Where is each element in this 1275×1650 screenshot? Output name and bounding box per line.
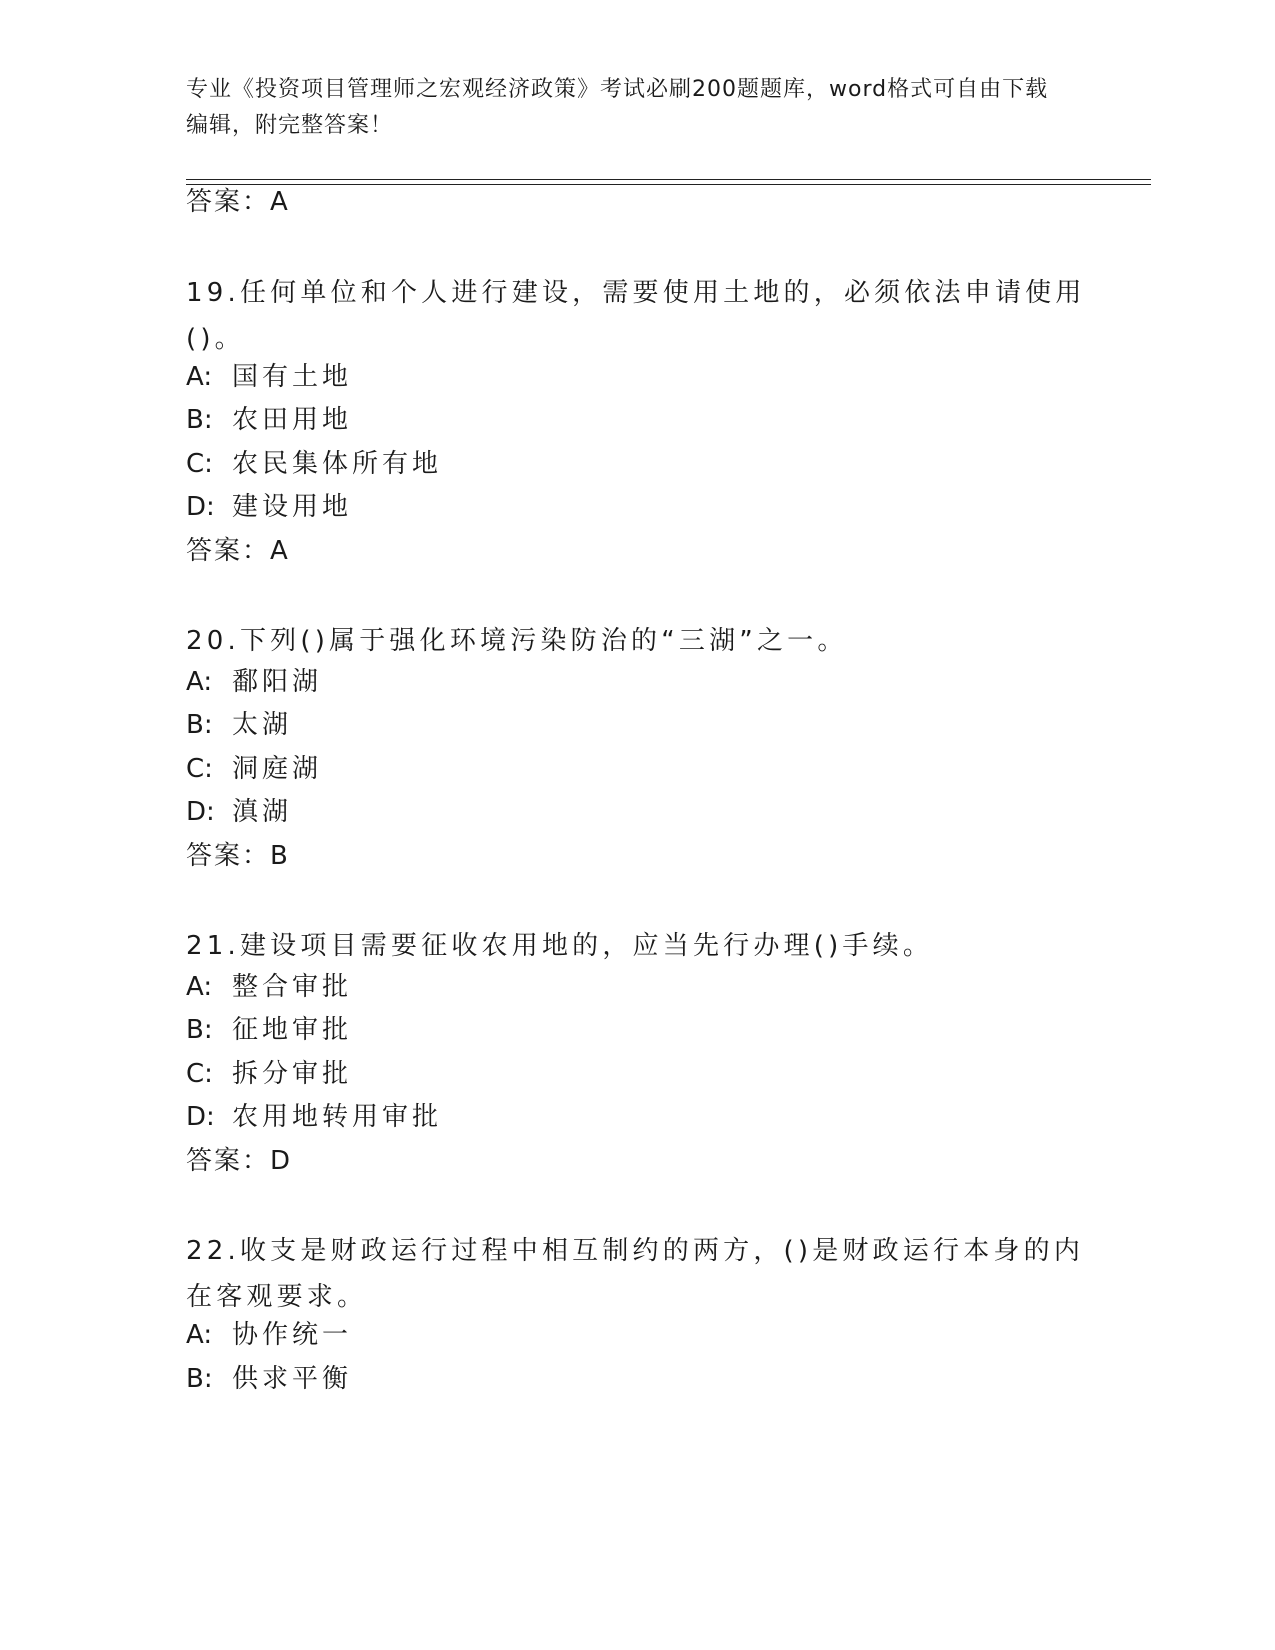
question-20-answer: 答案：B bbox=[186, 841, 290, 871]
option-letter: D: bbox=[186, 797, 215, 827]
option-letter: D: bbox=[186, 492, 215, 522]
question-21-option-b bbox=[186, 1013, 352, 1047]
question-21-option-d bbox=[186, 1100, 442, 1134]
question-21-answer: 答案：D bbox=[186, 1146, 293, 1176]
header-rule-bottom bbox=[186, 184, 1151, 185]
option-text: 拆分审批 bbox=[232, 1059, 353, 1089]
option-text: 农田用地 bbox=[232, 405, 353, 435]
option-text: 农用地转用审批 bbox=[232, 1102, 443, 1132]
option-text: 建设用地 bbox=[232, 492, 353, 522]
answer-prev: 答案：A bbox=[186, 187, 290, 217]
option-text: 供求平衡 bbox=[232, 1364, 353, 1394]
question-19-option-c bbox=[186, 447, 442, 481]
option-text: 洞庭湖 bbox=[232, 754, 323, 784]
option-text: 协作统一 bbox=[232, 1320, 353, 1350]
question-21-option-a bbox=[186, 970, 352, 1004]
option-letter: B: bbox=[186, 1015, 213, 1045]
question-19-stem: 19.任何单位和个人进行建设，需要使用土地的，必须依法申请使用()。 bbox=[186, 278, 1086, 354]
question-22-option-b bbox=[186, 1362, 352, 1396]
option-text: 整合审批 bbox=[232, 972, 353, 1002]
option-letter: B: bbox=[186, 710, 213, 740]
option-letter: B: bbox=[186, 1364, 213, 1394]
question-22-stem: 22.收支是财政运行过程中相互制约的两方，()是财政运行本身的内在客观要求。 bbox=[186, 1236, 1085, 1312]
option-text: 鄱阳湖 bbox=[232, 667, 323, 697]
option-letter: B: bbox=[186, 405, 213, 435]
question-22-option-a bbox=[186, 1318, 352, 1352]
question-20-option-d bbox=[186, 795, 292, 829]
question-19-option-b bbox=[186, 403, 352, 437]
document-header: 专业《投资项目管理师之宏观经济政策》考试必刷200题题库，word格式可自由下载编辑，附完整答案！ bbox=[186, 77, 1049, 138]
question-20-stem: 20.下列()属于强化环境污染防治的“三湖”之一。 bbox=[186, 626, 848, 656]
option-text: 太湖 bbox=[232, 710, 293, 740]
option-letter: A: bbox=[186, 362, 213, 392]
question-20-option-c bbox=[186, 752, 322, 786]
header-rule-top bbox=[186, 179, 1151, 180]
question-19-answer: 答案：A bbox=[186, 536, 290, 566]
option-letter: C: bbox=[186, 754, 213, 784]
option-letter: A: bbox=[186, 1320, 213, 1350]
option-text: 农民集体所有地 bbox=[232, 449, 443, 479]
question-21-stem: 21.建设项目需要征收农用地的，应当先行办理()手续。 bbox=[186, 931, 934, 961]
option-letter: C: bbox=[186, 1059, 213, 1089]
option-letter: C: bbox=[186, 449, 213, 479]
option-text: 滇湖 bbox=[232, 797, 293, 827]
option-letter: A: bbox=[186, 972, 213, 1002]
option-letter: A: bbox=[186, 667, 213, 697]
option-text: 征地审批 bbox=[232, 1015, 353, 1045]
option-letter: D: bbox=[186, 1102, 215, 1132]
question-19-option-a bbox=[186, 360, 352, 394]
question-20-option-b bbox=[186, 708, 292, 742]
question-21-option-c bbox=[186, 1057, 352, 1091]
option-text: 国有土地 bbox=[232, 362, 353, 392]
question-20-option-a bbox=[186, 665, 322, 699]
question-19-option-d bbox=[186, 490, 352, 524]
